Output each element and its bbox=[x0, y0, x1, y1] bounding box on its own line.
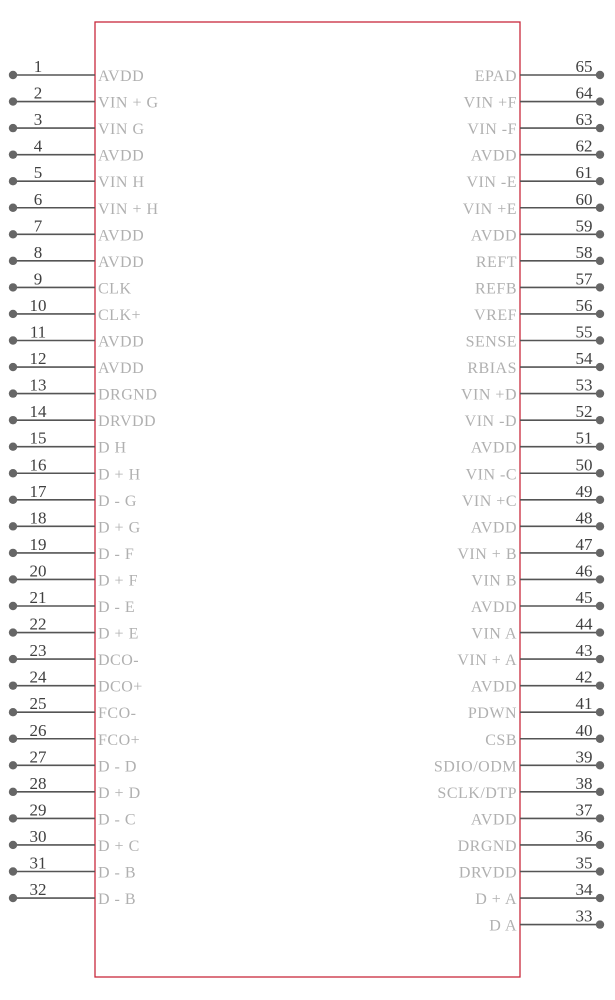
pin-endpoint-dot bbox=[596, 841, 604, 849]
pin-endpoint-dot bbox=[596, 920, 604, 928]
pin-19 bbox=[9, 535, 134, 563]
pin-16 bbox=[9, 455, 141, 483]
pin-number: 1 bbox=[33, 57, 43, 76]
pin-number: 25 bbox=[29, 694, 47, 714]
pin-endpoint-dot bbox=[596, 389, 604, 397]
pin-name: D - C bbox=[98, 811, 137, 829]
pin-endpoint-dot bbox=[9, 257, 17, 265]
pin-endpoint-dot bbox=[9, 443, 17, 451]
pin-name: VIN + A bbox=[457, 652, 517, 670]
pin-13 bbox=[9, 376, 158, 404]
pin-62 bbox=[471, 137, 604, 165]
pin-46 bbox=[471, 561, 604, 589]
pin-number: 45 bbox=[575, 588, 593, 607]
pin-name: D - B bbox=[98, 864, 137, 882]
pin-31 bbox=[9, 854, 136, 882]
pin-number: 33 bbox=[575, 906, 593, 926]
pin-1 bbox=[9, 57, 144, 85]
pin-number: 15 bbox=[29, 428, 47, 448]
pin-number: 55 bbox=[575, 322, 593, 342]
pin-name: AVDD bbox=[470, 811, 517, 829]
pin-number: 27 bbox=[29, 747, 47, 767]
pin-3 bbox=[9, 110, 145, 138]
pin-55 bbox=[466, 323, 605, 351]
pin-44 bbox=[471, 615, 604, 643]
pin-name: VIN -C bbox=[465, 466, 517, 484]
pin-29 bbox=[9, 800, 136, 828]
pin-endpoint-dot bbox=[596, 310, 604, 318]
pin-name: VIN -F bbox=[467, 121, 517, 139]
pin-number: 14 bbox=[29, 402, 47, 422]
pin-name: VREF bbox=[474, 306, 517, 324]
pin-name: D - E bbox=[98, 599, 136, 616]
pin-name: PDWN bbox=[467, 705, 517, 723]
pin-name: FCO+ bbox=[98, 731, 141, 749]
pin-name: SCLK/DTP bbox=[437, 784, 517, 802]
pin-endpoint-dot bbox=[596, 363, 604, 371]
pin-endpoint-dot bbox=[596, 894, 604, 902]
pin-endpoint-dot bbox=[9, 814, 17, 822]
pin-endpoint-dot bbox=[596, 681, 604, 689]
pin-number: 52 bbox=[575, 402, 593, 422]
right-pin-group bbox=[434, 57, 604, 935]
pin-number: 10 bbox=[29, 295, 47, 315]
pin-endpoint-dot bbox=[596, 150, 604, 158]
pin-number: 61 bbox=[575, 163, 593, 183]
pin-name: D - B bbox=[98, 891, 137, 909]
pin-15 bbox=[9, 429, 127, 457]
pin-name: VIN + G bbox=[98, 94, 159, 112]
pin-endpoint-dot bbox=[9, 628, 17, 636]
pin-endpoint-dot bbox=[9, 177, 17, 185]
pin-number: 41 bbox=[575, 694, 593, 714]
pin-14 bbox=[9, 402, 156, 430]
pin-name: VIN -D bbox=[464, 413, 517, 431]
pin-name: SENSE bbox=[465, 333, 517, 351]
pin-65 bbox=[475, 57, 605, 85]
pin-endpoint-dot bbox=[596, 735, 604, 743]
pin-21 bbox=[9, 588, 135, 616]
pin-name: D + A bbox=[475, 891, 517, 909]
pin-38 bbox=[437, 774, 604, 802]
pin-name: AVDD bbox=[470, 678, 517, 696]
pin-endpoint-dot bbox=[9, 788, 17, 796]
pin-36 bbox=[458, 827, 605, 855]
pin-name: D + G bbox=[98, 519, 141, 537]
pin-endpoint-dot bbox=[596, 867, 604, 875]
pin-name: CSB bbox=[485, 731, 517, 749]
pin-20 bbox=[9, 561, 138, 589]
pin-name: EPAD bbox=[474, 68, 517, 85]
pin-number: 9 bbox=[33, 269, 43, 289]
pin-name: VIN B bbox=[471, 572, 517, 590]
ic-body-outline bbox=[95, 22, 520, 977]
pin-name: AVDD bbox=[470, 227, 517, 245]
pin-name: D + C bbox=[98, 837, 140, 855]
pin-name: D + F bbox=[98, 572, 138, 590]
pin-54 bbox=[467, 349, 604, 377]
pin-endpoint-dot bbox=[9, 150, 17, 158]
pin-endpoint-dot bbox=[596, 71, 604, 79]
pin-number: 58 bbox=[575, 242, 593, 262]
pin-number: 7 bbox=[33, 216, 43, 236]
pin-number: 24 bbox=[29, 667, 47, 687]
pin-number: 16 bbox=[29, 455, 47, 475]
pin-8 bbox=[9, 243, 144, 271]
pin-47 bbox=[457, 535, 604, 563]
pin-name: DRGND bbox=[457, 837, 517, 855]
pin-name: VIN + H bbox=[98, 200, 159, 218]
pin-number: 4 bbox=[33, 136, 43, 156]
pin-number: 60 bbox=[575, 189, 593, 209]
pin-18 bbox=[9, 508, 141, 536]
pin-number: 43 bbox=[575, 641, 593, 661]
pin-number: 64 bbox=[575, 83, 593, 103]
pin-number: 8 bbox=[33, 242, 43, 262]
pin-endpoint-dot bbox=[596, 97, 604, 105]
pin-51 bbox=[471, 429, 604, 457]
pin-number: 46 bbox=[575, 561, 593, 581]
pin-52 bbox=[465, 402, 605, 430]
pin-number: 12 bbox=[29, 349, 47, 369]
pin-name: DCO+ bbox=[98, 678, 143, 696]
pin-number: 34 bbox=[575, 880, 593, 900]
pin-number: 28 bbox=[29, 773, 47, 793]
pin-number: 5 bbox=[33, 163, 43, 183]
pin-27 bbox=[9, 747, 137, 775]
pin-endpoint-dot bbox=[9, 575, 17, 583]
pin-2 bbox=[9, 84, 159, 112]
pin-name: CLK bbox=[98, 280, 132, 298]
pin-endpoint-dot bbox=[596, 443, 604, 451]
pin-number: 13 bbox=[29, 375, 47, 395]
pin-number: 23 bbox=[29, 641, 47, 661]
pin-number: 26 bbox=[29, 720, 47, 740]
pin-name: D + E bbox=[98, 625, 139, 643]
pin-61 bbox=[466, 163, 604, 191]
pin-number: 21 bbox=[29, 588, 47, 607]
pin-number: 38 bbox=[575, 773, 593, 793]
pin-26 bbox=[9, 721, 140, 749]
pin-endpoint-dot bbox=[9, 336, 17, 344]
pin-endpoint-dot bbox=[9, 708, 17, 716]
pin-endpoint-dot bbox=[9, 230, 17, 238]
pin-40 bbox=[485, 721, 604, 749]
pin-name: REFB bbox=[474, 280, 517, 298]
pin-7 bbox=[9, 216, 144, 244]
pin-number: 51 bbox=[575, 428, 593, 448]
pin-endpoint-dot bbox=[596, 575, 604, 583]
pin-number: 44 bbox=[575, 614, 593, 634]
pin-endpoint-dot bbox=[9, 549, 17, 557]
pin-28 bbox=[9, 774, 141, 802]
pin-endpoint-dot bbox=[596, 230, 604, 238]
pin-11 bbox=[9, 323, 144, 351]
pin-endpoint-dot bbox=[9, 602, 17, 610]
pin-24 bbox=[9, 668, 143, 696]
pin-45 bbox=[471, 588, 604, 616]
pin-endpoint-dot bbox=[596, 761, 604, 769]
pin-name: AVDD bbox=[98, 360, 145, 378]
pin-endpoint-dot bbox=[9, 363, 17, 371]
pin-name: RBIAS bbox=[467, 360, 517, 378]
pin-name: REFT bbox=[475, 253, 517, 271]
pin-6 bbox=[9, 190, 159, 218]
pin-name: D + D bbox=[98, 784, 141, 802]
pin-23 bbox=[9, 641, 139, 669]
pin-63 bbox=[467, 110, 604, 138]
pin-name: AVDD bbox=[98, 253, 145, 271]
pin-22 bbox=[9, 615, 139, 643]
pin-number: 18 bbox=[29, 508, 47, 528]
pin-endpoint-dot bbox=[9, 389, 17, 397]
pin-endpoint-dot bbox=[596, 522, 604, 530]
pin-endpoint-dot bbox=[596, 283, 604, 291]
pin-4 bbox=[9, 137, 144, 165]
pin-number: 53 bbox=[575, 375, 593, 395]
pin-number: 65 bbox=[575, 57, 593, 76]
pin-number: 36 bbox=[575, 826, 593, 846]
pin-name: VIN G bbox=[98, 121, 145, 139]
pin-endpoint-dot bbox=[596, 336, 604, 344]
pin-endpoint-dot bbox=[9, 681, 17, 689]
pin-endpoint-dot bbox=[9, 841, 17, 849]
pin-endpoint-dot bbox=[9, 522, 17, 530]
pin-39 bbox=[434, 747, 604, 775]
pin-49 bbox=[462, 482, 604, 510]
pin-endpoint-dot bbox=[596, 416, 604, 424]
pin-name: VIN A bbox=[471, 625, 517, 643]
pin-endpoint-dot bbox=[596, 628, 604, 636]
pin-name: VIN +C bbox=[461, 492, 517, 510]
pin-name: D + H bbox=[98, 466, 141, 484]
pin-50 bbox=[466, 455, 605, 483]
pin-60 bbox=[463, 190, 604, 218]
pin-number: 29 bbox=[29, 800, 47, 820]
pin-64 bbox=[464, 84, 605, 112]
pin-name: AVDD bbox=[470, 439, 517, 457]
pin-9 bbox=[9, 269, 132, 297]
pin-endpoint-dot bbox=[596, 814, 604, 822]
pin-endpoint-dot bbox=[596, 549, 604, 557]
pin-number: 17 bbox=[29, 481, 47, 501]
pin-endpoint-dot bbox=[9, 655, 17, 663]
pin-name: VIN +D bbox=[460, 386, 517, 404]
pin-name: VIN H bbox=[98, 174, 145, 192]
pin-name: AVDD bbox=[470, 519, 517, 537]
pin-name: CLK+ bbox=[98, 306, 142, 324]
pin-endpoint-dot bbox=[9, 867, 17, 875]
pin-33 bbox=[489, 907, 604, 935]
pin-name: AVDD bbox=[98, 147, 145, 165]
pin-43 bbox=[457, 641, 604, 669]
pin-5 bbox=[9, 163, 145, 191]
pin-name: AVDD bbox=[470, 147, 517, 165]
pin-number: 37 bbox=[575, 800, 593, 820]
pin-number: 6 bbox=[33, 189, 43, 209]
pin-name: VIN +F bbox=[463, 94, 517, 112]
pin-endpoint-dot bbox=[596, 602, 604, 610]
pin-endpoint-dot bbox=[596, 469, 604, 477]
pin-58 bbox=[476, 243, 604, 271]
pin-57 bbox=[475, 269, 604, 297]
pin-number: 20 bbox=[29, 561, 47, 581]
pin-endpoint-dot bbox=[596, 177, 604, 185]
pin-number: 19 bbox=[29, 534, 47, 554]
pin-37 bbox=[471, 800, 604, 828]
pin-53 bbox=[461, 376, 604, 404]
pin-name: VIN + B bbox=[457, 545, 517, 563]
pin-41 bbox=[468, 694, 604, 722]
pin-endpoint-dot bbox=[9, 894, 17, 902]
pin-endpoint-dot bbox=[596, 655, 604, 663]
pin-number: 54 bbox=[575, 349, 593, 369]
pin-30 bbox=[9, 827, 140, 855]
pin-endpoint-dot bbox=[596, 708, 604, 716]
pin-25 bbox=[9, 694, 137, 722]
pin-name: FCO- bbox=[98, 705, 137, 723]
pin-name: AVDD bbox=[98, 68, 145, 85]
pin-17 bbox=[9, 482, 137, 510]
pin-name: D - D bbox=[98, 758, 137, 776]
pin-34 bbox=[475, 880, 604, 908]
pin-number: 47 bbox=[575, 534, 593, 554]
pin-endpoint-dot bbox=[9, 310, 17, 318]
pin-number: 57 bbox=[575, 269, 593, 289]
pin-56 bbox=[474, 296, 604, 324]
pin-10 bbox=[9, 296, 141, 324]
pin-name: AVDD bbox=[98, 333, 145, 351]
pin-number: 30 bbox=[29, 826, 47, 846]
pin-endpoint-dot bbox=[9, 283, 17, 291]
pin-endpoint-dot bbox=[9, 416, 17, 424]
pin-endpoint-dot bbox=[9, 735, 17, 743]
pin-endpoint-dot bbox=[9, 97, 17, 105]
pin-endpoint-dot bbox=[9, 496, 17, 504]
pin-number: 2 bbox=[33, 83, 43, 103]
pin-number: 49 bbox=[575, 481, 593, 501]
pin-endpoint-dot bbox=[596, 257, 604, 265]
pin-32 bbox=[9, 880, 136, 908]
pin-endpoint-dot bbox=[9, 761, 17, 769]
pin-name: AVDD bbox=[98, 227, 145, 245]
pin-name: D H bbox=[98, 439, 127, 457]
pin-endpoint-dot bbox=[596, 788, 604, 796]
pin-number: 63 bbox=[575, 110, 593, 130]
pin-number: 35 bbox=[575, 853, 593, 873]
pin-number: 22 bbox=[29, 614, 47, 634]
pin-number: 3 bbox=[33, 110, 43, 130]
pin-number: 50 bbox=[575, 455, 593, 475]
pin-name: D - F bbox=[98, 545, 135, 563]
pin-name: DCO- bbox=[98, 652, 140, 670]
pin-number: 32 bbox=[29, 880, 47, 900]
pin-number: 39 bbox=[575, 747, 593, 767]
pin-endpoint-dot bbox=[9, 469, 17, 477]
left-pin-group bbox=[9, 57, 159, 908]
pin-name: D A bbox=[489, 917, 517, 935]
pin-number: 48 bbox=[575, 508, 593, 528]
pin-number: 62 bbox=[575, 136, 593, 156]
pin-name: DRGND bbox=[98, 386, 158, 404]
pin-endpoint-dot bbox=[596, 496, 604, 504]
pin-number: 11 bbox=[29, 322, 47, 342]
pin-number: 59 bbox=[575, 216, 593, 236]
pin-number: 56 bbox=[575, 295, 593, 315]
pin-name: VIN +E bbox=[462, 200, 517, 218]
pin-name: DRVDD bbox=[458, 864, 517, 882]
pin-endpoint-dot bbox=[9, 71, 17, 79]
pin-name: AVDD bbox=[470, 599, 517, 616]
pin-endpoint-dot bbox=[9, 124, 17, 132]
pin-number: 31 bbox=[29, 853, 47, 873]
pin-number: 40 bbox=[575, 720, 593, 740]
pin-endpoint-dot bbox=[596, 124, 604, 132]
pin-name: SDIO/ODM bbox=[433, 758, 517, 776]
pin-name: D - G bbox=[98, 492, 137, 510]
pin-endpoint-dot bbox=[9, 204, 17, 212]
pin-59 bbox=[471, 216, 604, 244]
pin-35 bbox=[459, 854, 604, 882]
pin-endpoint-dot bbox=[596, 204, 604, 212]
pin-12 bbox=[9, 349, 144, 377]
pin-number: 42 bbox=[575, 667, 593, 687]
pin-name: VIN -E bbox=[466, 174, 517, 192]
pin-name: DRVDD bbox=[98, 413, 157, 431]
pin-48 bbox=[471, 508, 604, 536]
pin-42 bbox=[471, 668, 604, 696]
